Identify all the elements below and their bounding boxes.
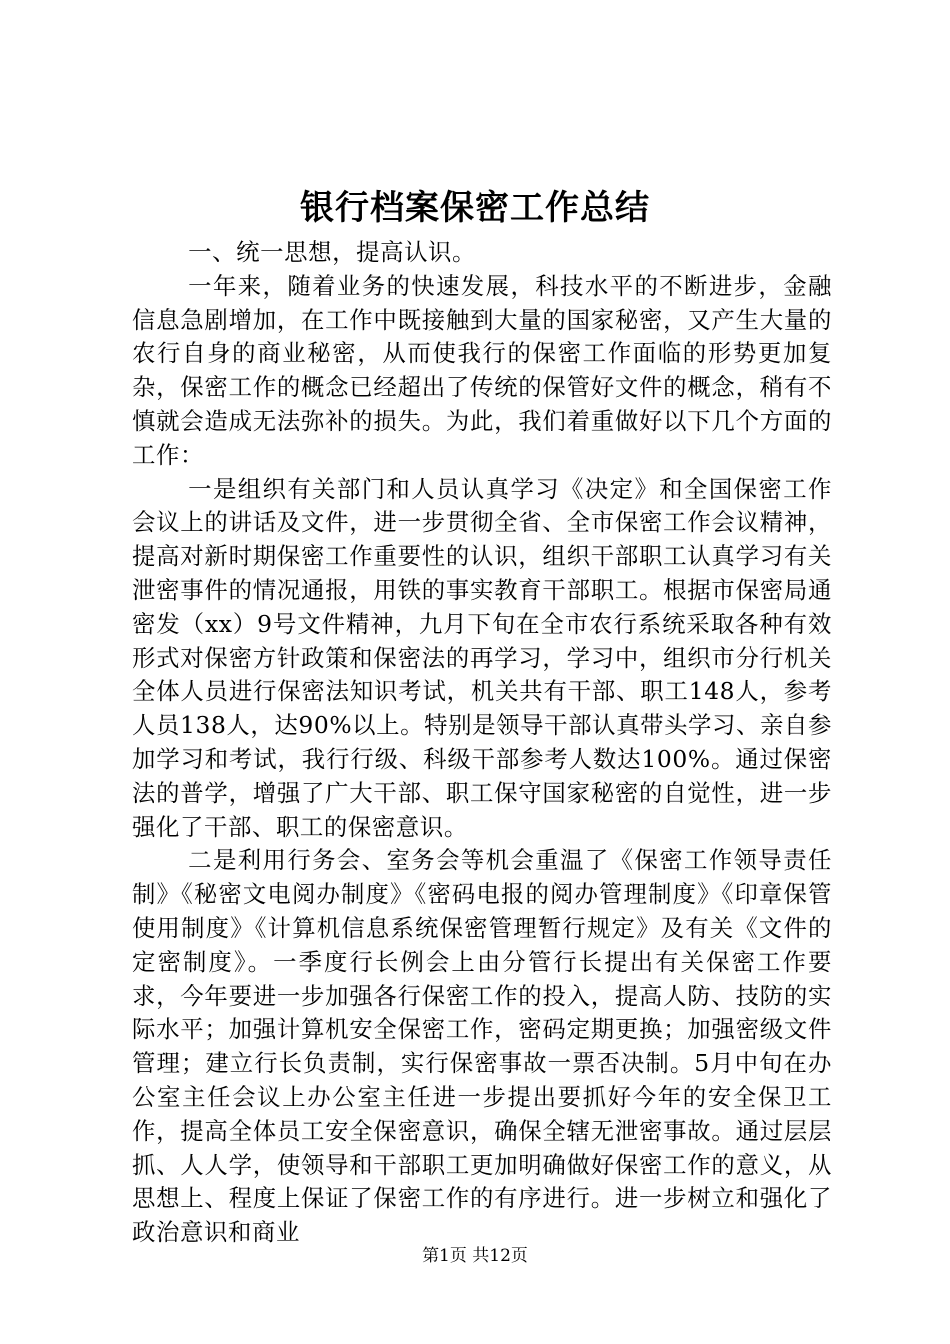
paragraph: 一、统一思想，提高认识。: [188, 238, 477, 266]
paragraph: 一是组织有关部门和人员认真学习《决定》和全国保密工作会议上的讲话及文件，进一步贯彻全省、全市保密工作会议精神，提高对新时期保密工作重要性的认识，组织干部职工认真学习有关泄密事件的情况通报，用铁的事实教育干部职工。根据市保密局通密发（xx）9号文件精神，九月下旬在全市农行系统采取各种有效形式对保密方针政策和保密法的再学习，学习中，组织市分行机关全体人员进行保密法知识考试，机关共有干部、职工148人，参考人员138人，达90%以上。特别是领导干部认真带头学习、亲自参加学习和考试，我行行级、科级干部参考人数达100%。通过保密法的普学，增强了广大干部、职工保守国家秘密的自觉性，进一步强化了干部、职工的保密意识。: [132, 474, 832, 841]
paragraph: 二是利用行务会、室务会等机会重温了《保密工作领导责任制》《秘密文电阅办制度》《密码电报的阅办管理制度》《印章保管使用制度》《计算机信息系统保密管理暂行规定》及有关《文件的定密制度》。一季度行长例会上由分管行长提出有关保密工作要求，今年要进一步加强各行保密工作的投入，提高人防、技防的实际水平；加强计算机安全保密工作，密码定期更换；加强密级文件管理；建立行长负责制，实行保密事故一票否决制。5月中旬在办公室主任会议上办公室主任进一步提出要抓好今年的安全保卫工作，提高全体员工安全保密意识，确保全辖无泄密事故。通过层层抓、人人学，使领导和干部职工更加明确做好保密工作的意义，从思想上、程度上保证了保密工作的有序进行。进一步树立和强化了政治意识和商业: [132, 846, 832, 1247]
page-footer: 第1页 共12页: [422, 1246, 528, 1266]
document-body: [132, 236, 832, 1250]
document-title: 银行档案保密工作总结: [300, 188, 650, 228]
paragraph: 一年来，随着业务的快速发展，科技水平的不断进步，金融信息急剧增加，在工作中既接触到大量的国家秘密，又产生大量的农行自身的商业秘密，从而使我行的保密工作面临的形势更加复杂，保密工作的概念已经超出了传统的保管好文件的概念，稍有不慎就会造成无法弥补的损失。为此，我们着重做好以下几个方面的工作：: [132, 271, 832, 469]
